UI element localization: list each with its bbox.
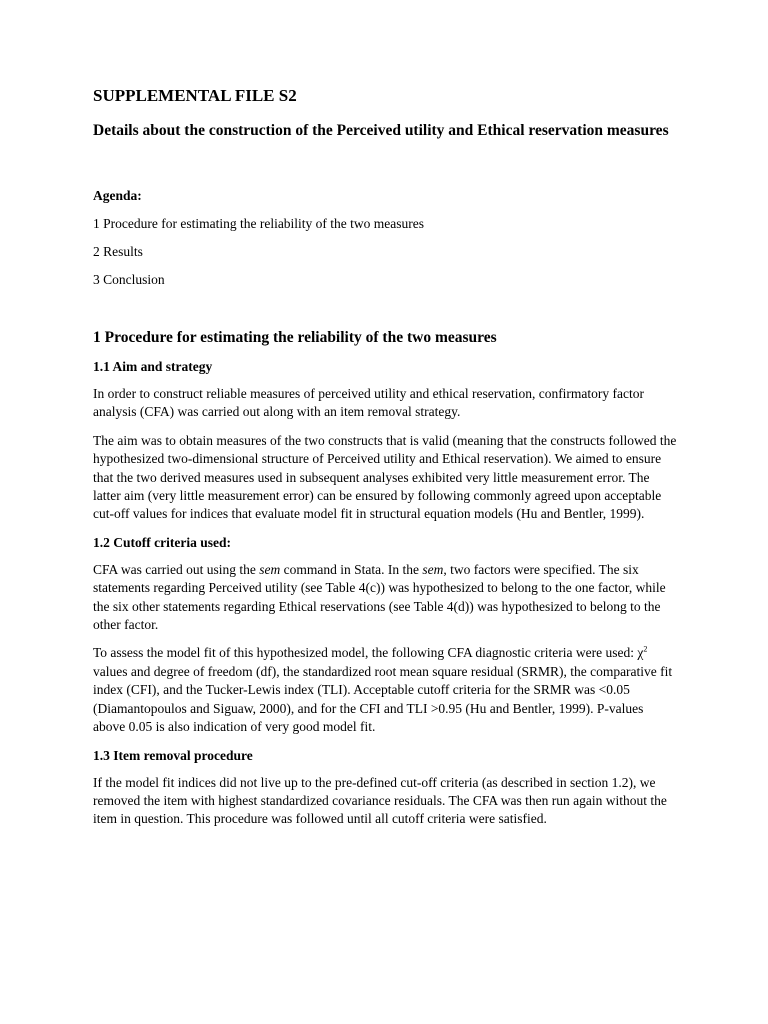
stata-command-sem: sem [422, 561, 444, 577]
text-run: To assess the model fit of this hypothesized model, the following CFA diagnostic criteria were used: χ [93, 645, 644, 661]
subsection-1-2-paragraph-2 [93, 644, 678, 736]
subsection-1-2-heading: 1.2 Cutoff criteria used: [93, 534, 231, 550]
text-run: command in Stata. In the [280, 561, 423, 577]
agenda-item: 2 Results [93, 244, 143, 259]
file-title: SUPPLEMENTAL FILE S2 [93, 86, 297, 105]
subsection-1-1-paragraph-2: The aim was to obtain measures of the two constructs that is valid (meaning that the constructs followed the hypothesized two-dimensional structure of Perceived utility and Ethical reservation). We aimed to ensure that the two derived measures used in subsequent analyses exhibited very little measurement error. The latter aim (very little measurement error) can be ensured by following commonly agreed upon acceptable cut-off values for indices that evaluate model fit in structural equation models (Hu and Bentler, 1999). [93, 432, 677, 522]
document-page [93, 86, 678, 839]
subsection-1-1-heading: 1.1 Aim and strategy [93, 359, 213, 374]
subsection-1-1-paragraph-1: In order to construct reliable measures of perceived utility and ethical reservation, confirmatory factor analysis (CFA) was carried out along with an item removal strategy. [93, 386, 645, 420]
agenda-heading: Agenda: [93, 188, 142, 203]
agenda-item: 3 Conclusion [93, 272, 165, 287]
stata-command-sem: sem [259, 561, 281, 577]
agenda-item: 1 Procedure for estimating the reliability of the two measures [93, 216, 425, 231]
chi-square-superscript: 2 [643, 644, 648, 654]
subsection-1-3-paragraph-1: If the model fit indices did not live up to the pre-defined cut-off criteria (as described in section 1.2), we removed the item with highest standardized covariance residuals. The CFA was then run again without the item in question. This procedure was followed until all cutoff criteria were satisfied. [93, 774, 667, 827]
text-run: , two factors were specified. The six statements regarding Perceived utility (see Table 4(c)) was hypothesized to belong to the one factor, while the six other statements regarding Ethical reservations (see Table 4(d)) was hypothesized to belong to the other factor. [93, 561, 666, 633]
text-run: values and degree of freedom (df), the standardized root mean square residual (SRMR), the comparative fit index (CFI), and the Tucker-Lewis index (TLI). Acceptable cutoff criteria for the SRMR was <0.05 (Diamantopoulos and Siguaw, 2000), and for the CFI and TLI >0.95 (Hu and Bentler, 1999). P-values above 0.05 is also indication of very good model fit. [93, 663, 673, 735]
document-subtitle: Details about the construction of the Perceived utility and Ethical reservation measures [93, 122, 669, 139]
section-1-heading: 1 Procedure for estimating the reliability of the two measures [93, 329, 497, 346]
text-run: CFA was carried out using the [93, 561, 260, 577]
subsection-1-2-paragraph-1 [93, 561, 678, 635]
subsection-1-3-heading: 1.3 Item removal procedure [93, 747, 253, 763]
